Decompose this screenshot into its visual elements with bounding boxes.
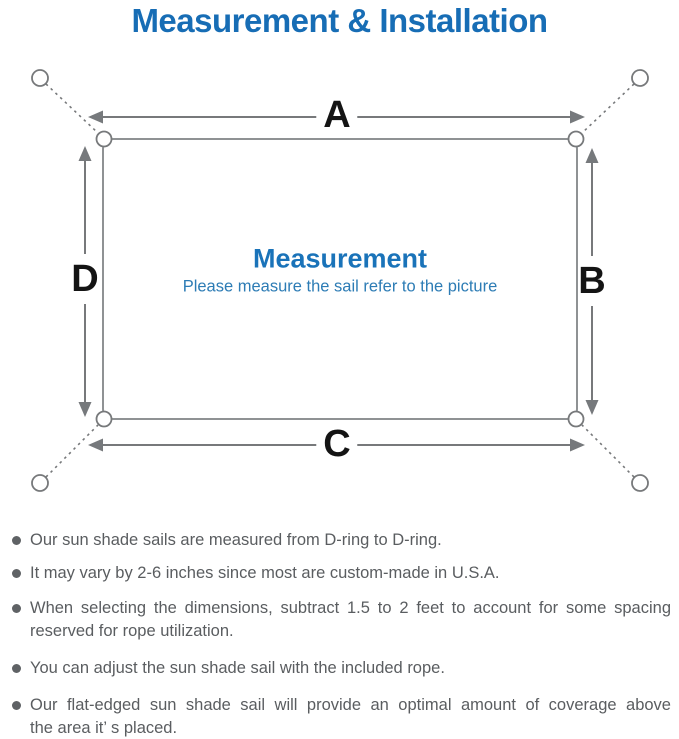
rope-bottom-right [582, 425, 634, 477]
anchor-ring-top-left-icon [32, 70, 48, 86]
d-ring-top-right-icon [569, 132, 584, 147]
d-ring-top-left-icon [97, 132, 112, 147]
dimension-label-b: B [578, 256, 605, 306]
dimension-label-c: C [316, 425, 357, 463]
list-item [12, 529, 671, 552]
list-item [12, 657, 671, 680]
rope-top-left [46, 84, 98, 133]
anchor-ring-bottom-right-icon [632, 475, 648, 491]
list-item [12, 597, 671, 643]
anchor-ring-top-right-icon [632, 70, 648, 86]
rope-bottom-left [46, 425, 98, 477]
bullet-line: Our flat-edged sun shade sail will provide an optimal amount of coverage above [30, 696, 671, 714]
dimension-label-a: A [316, 96, 357, 134]
bullet-line: You can adjust the sun shade sail with the included rope. [30, 659, 445, 677]
rope-top-right [582, 84, 634, 133]
dimension-label-d: D [71, 254, 98, 304]
list-item [12, 694, 671, 739]
bullet-line: Our sun shade sails are measured from D-ring to D-ring. [30, 531, 442, 549]
bullet-line: It may vary by 2-6 inches since most are custom-made in U.S.A. [30, 564, 500, 582]
bullet-line: reserved for rope utilization. [30, 622, 234, 640]
page-title: Measurement & Installation [131, 2, 548, 39]
bullet-dot-icon [12, 664, 21, 673]
bullet-dot-icon [12, 536, 21, 545]
list-item [12, 562, 671, 585]
d-ring-bottom-right-icon [569, 412, 584, 427]
measurement-subtitle: Please measure the sail refer to the picture [182, 277, 498, 296]
measurement-heading: Measurement [252, 243, 428, 274]
bullet-line: When selecting the dimensions, subtract 1.5 to 2 feet to account for some spacing [30, 599, 671, 617]
d-ring-bottom-left-icon [97, 412, 112, 427]
instruction-list [12, 529, 671, 739]
bullet-dot-icon [12, 604, 21, 613]
anchor-ring-bottom-left-icon [32, 475, 48, 491]
bullet-dot-icon [12, 569, 21, 578]
bullet-line: the area it’ s placed. [30, 719, 178, 737]
bullet-dot-icon [12, 701, 21, 710]
